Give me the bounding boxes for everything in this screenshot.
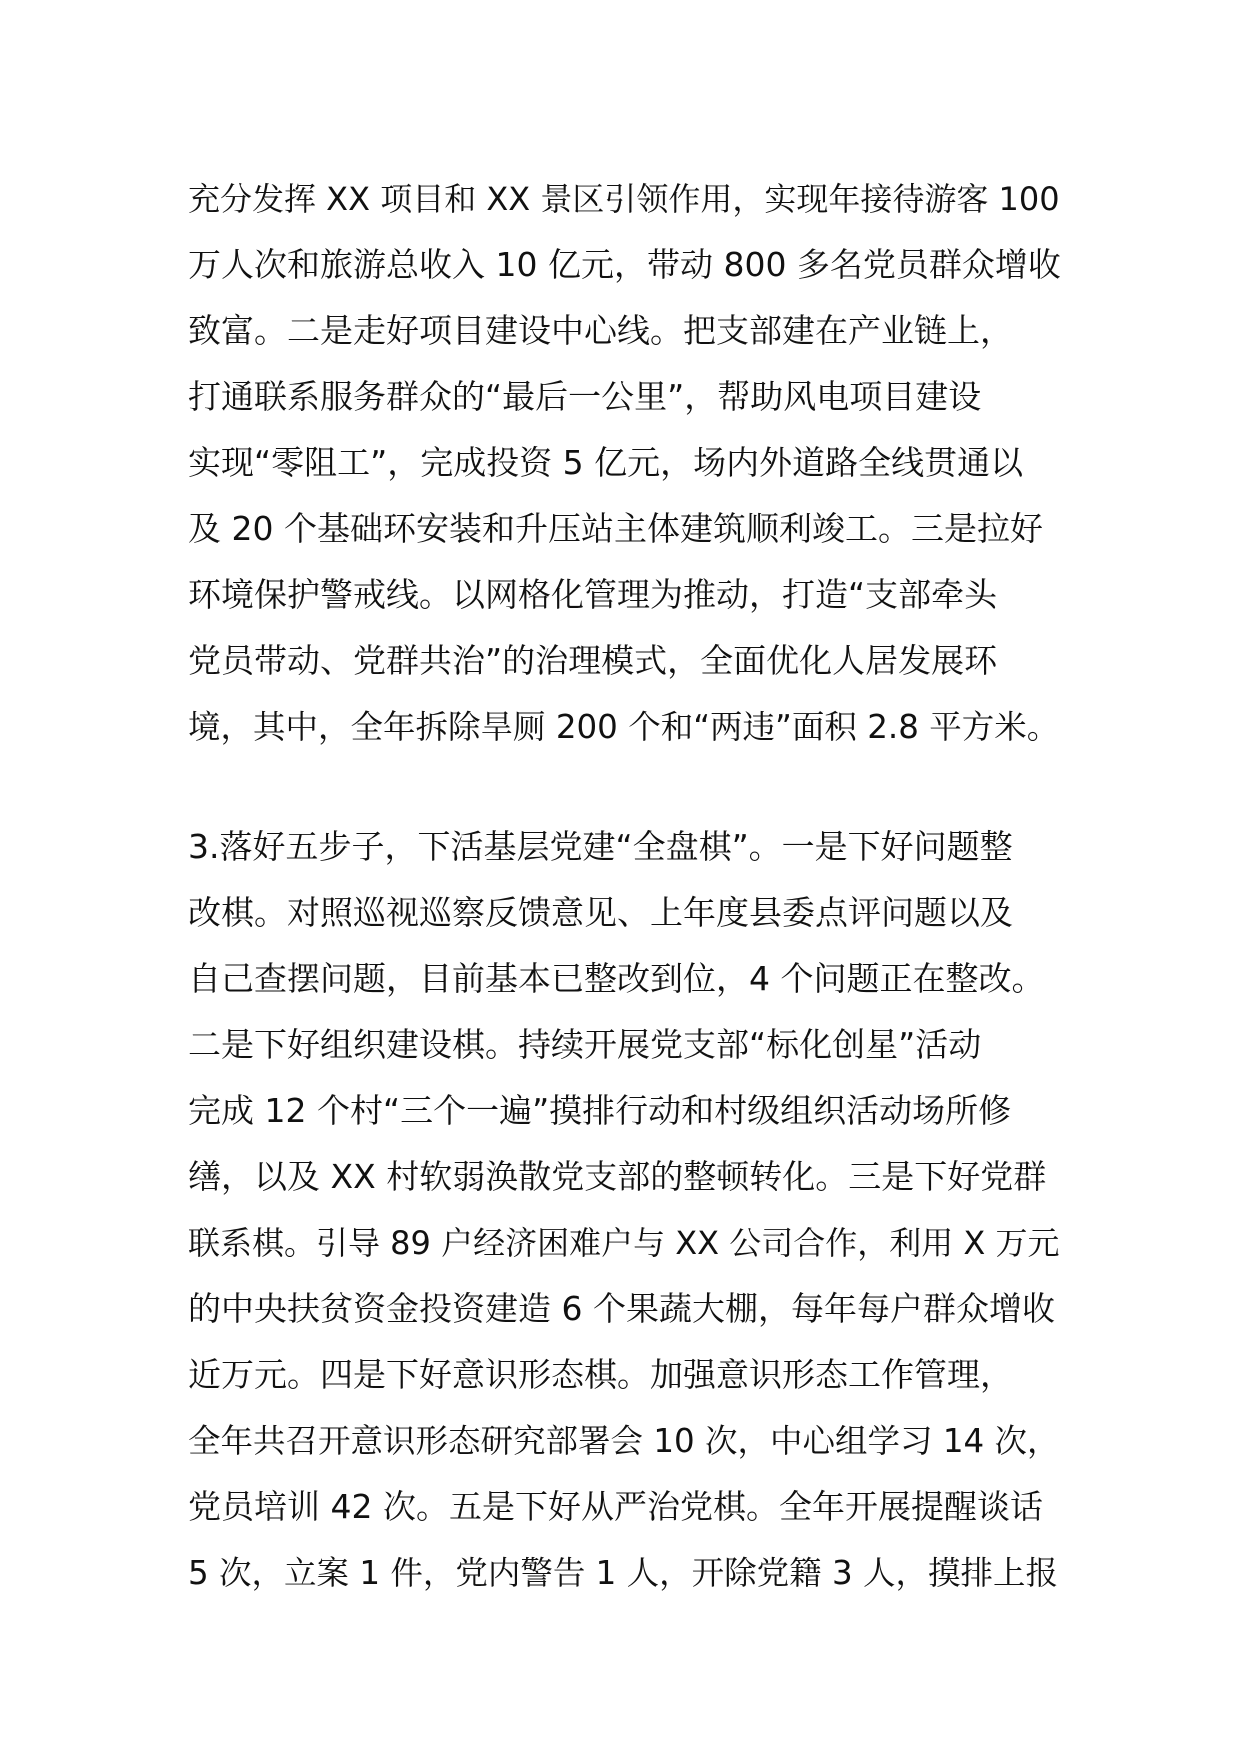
paragraph-line: 及 20 个基础环安装和升压站主体建筑顺利竣工。三是拉好 (188, 509, 1043, 548)
paragraph-line: 的中央扶贫资金投资建造 6 个果蔬大棚，每年每户群众增收 (188, 1289, 1055, 1328)
paragraph-line: 3.落好五步子，下活基层党建“全盘棋”。一是下好问题整 (188, 827, 1013, 866)
paragraph-line: 改棋。对照巡视巡察反馈意见、上年度县委点评问题以及 (188, 893, 1013, 932)
paragraph-line: 缮，以及 XX 村软弱涣散党支部的整顿转化。三是下好党群 (188, 1157, 1047, 1196)
paragraph-line: 近万元。四是下好意识形态棋。加强意识形态工作管理， (188, 1355, 1013, 1394)
paragraph-line: 万人次和旅游总收入 10 亿元，带动 800 多名党员群众增收 (188, 245, 1061, 284)
paragraph-line: 联系棋。引导 89 户经济困难户与 XX 公司合作，利用 X 万元 (188, 1224, 1060, 1262)
paragraph-line: 自己查摆问题，目前基本已整改到位，4 个问题正在整改。 (188, 959, 1045, 998)
paragraph-line: 环境保护警戒线。以网格化管理为推动，打造“支部牵头 (188, 575, 998, 614)
paragraph-line: 境，其中，全年拆除旱厕 200 个和“两违”面积 2.8 平方米。 (188, 708, 1060, 746)
paragraph-line: 充分发挥 XX 项目和 XX 景区引领作用，实现年接待游客 100 (188, 180, 1060, 218)
paragraph-line: 实现“零阻工”，完成投资 5 亿元，场内外道路全线贯通以 (188, 443, 1024, 482)
paragraph-1 (188, 166, 1068, 760)
paragraph-line: 打通联系服务群众的“最后一公里”，帮助风电项目建设 (188, 377, 982, 416)
paragraph-line: 5 次，立案 1 件，党内警告 1 人，开除党籍 3 人，摸排上报 (188, 1554, 1059, 1592)
paragraph-line: 完成 12 个村“三个一遍”摸排行动和村级组织活动场所修 (188, 1091, 1012, 1130)
paragraph-line: 党员培训 42 次。五是下好从严治党棋。全年开展提醒谈话 (188, 1487, 1043, 1526)
paragraph-line: 全年共召开意识形态研究部署会 10 次，中心组学习 14 次， (188, 1422, 1060, 1460)
paragraph-2 (188, 814, 1068, 1606)
paragraph-line: 党员带动、党群共治”的治理模式，全面优化人居发展环 (188, 641, 998, 680)
paragraph-line: 二是下好组织建设棋。持续开展党支部“标化创星”活动 (188, 1025, 982, 1064)
paragraph-line: 致富。二是走好项目建设中心线。把支部建在产业链上， (188, 311, 1013, 350)
